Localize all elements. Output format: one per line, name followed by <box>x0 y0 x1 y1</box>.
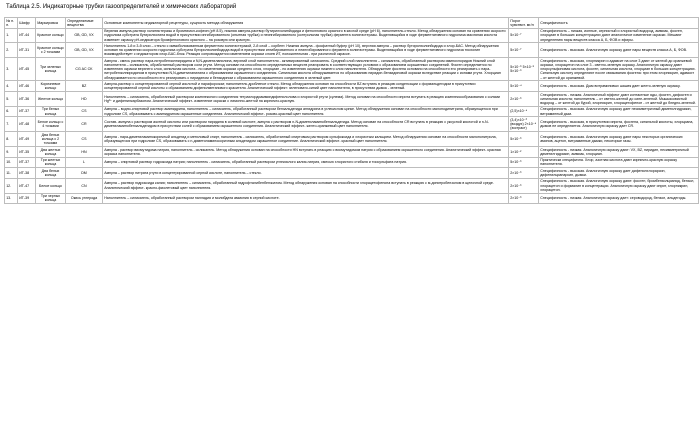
cell-marking: Белое кольцо с 4 точками <box>36 117 66 132</box>
cell-determined: GB, GD, VX <box>66 28 103 43</box>
cell-marking: Два белых кольца с 2 точками <box>36 132 66 147</box>
cell-num: 13. <box>5 193 18 204</box>
cell-num: 6. <box>5 106 18 117</box>
table-row <box>5 146 699 157</box>
cell-threshold: (3,4)×10⁻³ (воздух) 2×10⁻⁴ (экстракт) <box>509 117 539 132</box>
cell-specificity: Специфичность - высокая. Аналогичную окраску дает несимметричный диметилгидразин, витраминный дым. <box>539 106 699 117</box>
table-row <box>5 28 699 43</box>
cell-num: 5. <box>5 91 18 106</box>
cell-threshold: 2×10⁻³ <box>509 178 539 193</box>
cell-num: 1. <box>5 28 18 43</box>
cell-composition: Ампула – спиртовой раствор гидроксида натрия; наполнитель - силикагель, обработанный раствором углекислого калия-натрия, смесью хлористого стибаля и тиосульфата натрия. <box>103 157 509 168</box>
cell-composition: Ампула - смесь раствор пара-нитробензилпиридина и N,N-диметиланилина, верхний слой наполнителя - активированный силикагель. Средний слой наполнителя – силикагель, обработанный раствором иминохлоридов Нижний слой наполнителя – силикагель, обработанный раствором соли ртути. Метод основан на способности определяемых веществ реагировать в соответствующих условиях с образованием окрашенных соединений. Фосген определяется по изменению окраски верхнего слоя, синильная кислота - по изменению окраски среднего слоя, хлорциан - по изменению окраски нижнего слоя наполнителя. Обнаружение фосгена основано на способности его реагировать с пара-нитробензилпиридином в присутствии N,N-диметиланилина с образованием окрашенного соединения. Синильная кислота обнаруживается по образованию пиридин-бензидиновой окраски вследствие реакции с ионами ртути. Хлорциан обнаруживается по способности его реагировать с пиридином и бензидином с образованием окрашенного соединения в зеленый цвет. <box>103 58 509 81</box>
cell-code: ИТ-37 <box>18 157 36 168</box>
header-code: Шифр <box>18 18 36 29</box>
cell-code: ИТ-48 <box>18 117 36 132</box>
cell-composition: Ампула – водно-спиртовой раствор аминидрина, наполнитель – силикагель, обработанный раствором бензальдегида ангидрина в углекислом цинке. Метод обнаружения основан на способности малонодинитрила, образующегося при гидролизе CS, образовывать с аминидрином окрашенные соединения. Аналитический эффект- розово-красный цвет наполнителя. <box>103 106 509 117</box>
cell-specificity: Специфичность - низкая. Аналогичный эффект дают контактные яды, фосген, дифосген и синильная кислота; наполнитель – от светло-желтой до сине-зеленой. Мышьяковистый водород – от желтой до бурой, хлорпикрин, хлорацетофенон - от желтой до бледно-зеленой. <box>539 91 699 106</box>
table-row <box>5 43 699 58</box>
cell-determined: GB, GD, VX <box>66 43 103 58</box>
cell-marking: Три желтых кольца <box>36 157 66 168</box>
cell-marking: Красное кольцо с 2 точками <box>36 43 66 58</box>
cell-num: 10. <box>5 157 18 168</box>
cell-determined: Окись углерода <box>66 193 103 204</box>
cell-threshold: (2,5)×10⁻⁴ <box>509 106 539 117</box>
cell-marking: Белое кольцо <box>36 178 66 193</box>
cell-threshold: 2×10⁻³ <box>509 193 539 204</box>
cell-num: 2. <box>5 43 18 58</box>
cell-code: ИТ-49 <box>18 132 36 147</box>
cell-code: ИТ-39 <box>18 193 36 204</box>
cell-marking: Три черных кольца <box>36 193 66 204</box>
cell-composition: Ампула – раствор гидроксида калия; наполнитель – силикагель, обработанный гидрофталибенбензоатом. Метод обнаружения основан на способности хлорацетофенона вступать в реакцию с м-динитробензолом в щелочной среде. Аналитический эффект- красно-фиолетовый цвет наполнителя. <box>103 178 509 193</box>
table-row <box>5 193 699 204</box>
cell-code: ИТ-37 <box>18 106 36 117</box>
cell-marking: Красное кольцо <box>36 28 66 43</box>
cell-specificity: Специфичность - высокая, в присутствии иприта, фосгена, синильной кислоты, хлорциана, дымов не определяется. Аналогичную окраску дает CR. <box>539 117 699 132</box>
cell-composition: Наполнитель – силикагель, обработанный раствором комплексного соединения тетрахлордиамминдифенилолова и хлористой ртути (сулема). Метод основан на способности иприта вступать в реакцию комплексообразования с солями Hg²⁺ и дифенилкарбазоном. Аналитический эффект- изменение окраски с лимонно-желтой на кирпично-красную. <box>103 91 509 106</box>
cell-composition: Ампула - раствор висмутидома натрия, наполнитель - силикагель. Метод обнаружения основан на способности HN вступать в реакцию с висмутидомом натрия с образованием окрашенного соединения. Аналитический эффект- красная окраска наполнителя. <box>103 146 509 157</box>
table-row <box>5 81 699 92</box>
cell-determined: CS <box>66 132 103 147</box>
header-num: № п. п. <box>5 18 18 29</box>
table-row <box>5 117 699 132</box>
cell-threshold: 5×10⁻⁶ 5×10⁻⁵ 5×10⁻⁶ <box>509 58 539 81</box>
cell-composition: Ампула-раствор с концентрированной серной кислотой и парафорозом; наполнитель дробленое стекло. Метод обнаружения основан на способности BZ вступать в реакцию конденсации с формальдегидом в присутствии концентрированной серной кислоты с образованием дифенилметанового красителя. Аналитический эффект: зеленовато-синий цвет наполнителя, в присутствии дымок - зеленый. <box>103 81 509 92</box>
cell-determined: CS <box>66 106 103 117</box>
cell-num: 4. <box>5 81 18 92</box>
cell-code: ИТ-46 <box>18 81 36 92</box>
cell-marking: Желтое кольцо <box>36 91 66 106</box>
cell-threshold: 5×10⁻⁷ <box>509 28 539 43</box>
cell-code: ИТ-36 <box>18 91 36 106</box>
cell-code: ИТ-47 <box>18 178 36 193</box>
cell-determined: CN <box>66 178 103 193</box>
cell-determined: BZ <box>66 81 103 92</box>
indicator-tubes-table <box>4 17 699 204</box>
cell-threshold: 5×10⁻³ <box>509 132 539 147</box>
cell-composition: Состав- ампула с раствором азотной кислоты или раствором пиридина в солевой кислоте, ампула с раствором n-N-диметиламинобензальдегида. Метод основан на способности CR вступать в реакцию с уксусной кислотой и n-N-диметиламинобензальдегидом в присутствии солей с образованием окрашенного соединения. Аналитический эффект- желто-оранжевый цвет наполнителя. <box>103 117 509 132</box>
cell-specificity: Специфичность - низкая. Аналогичную окраску дают: VX, BZ, пиридин, несимметричный диметилгидразин, аммиак, хлорциан. <box>539 146 699 157</box>
cell-code: ИТ-45 <box>18 58 36 81</box>
cell-determined: CG AC CK <box>66 58 103 81</box>
header-determined: Определяемые вещества <box>66 18 103 29</box>
cell-num: 9. <box>5 146 18 157</box>
cell-specificity: Специфичность - высокая. Аналогичную окраску дают пары некоторых органических аминов, ацетон, витраминные дымки, некоторые газы. <box>539 132 699 147</box>
header-marking: Маркировка <box>36 18 66 29</box>
cell-code: ИТ-44 <box>18 28 36 43</box>
cell-threshold: 5×10⁻⁴ <box>509 81 539 92</box>
cell-composition: Ампула - пара-диметиламинокоричный альдегид и метиловый спирт, наполнитель - силикагель, обработанный спиртовым раствором сульфоксида и хлористым кальцием. Метод обнаружения основан на способности малононитрила, образующегося при гидролизе CS, образовывать с n-диметиламинокоричным альдегидом окрашенное соединение. Аналитический эффект- красный цвет наполнителя. <box>103 132 509 147</box>
cell-threshold: 2×10⁻³ <box>509 168 539 179</box>
cell-determined: DM <box>66 168 103 179</box>
cell-composition: Верхняя ампула-раствор холинэстеразы и бромтимол-кофеин (pH 8.5), нижняя ампула-раствор бутирилхолинйодида и феноллового красного в кислой среде (pH 6), наполнитель-стекло. Метод обнаружения основан на сравнении скорости гидролиза субстрата бутирилхолина водой в присутствии ингибированного (опытная трубка) и неингибированного (контрольная трубка) фермента холинэстеразы. Выделяющийся в ходе ферментативного гидролиза масляная кислота изменяет окраску pH-индикатора бромфенолового красного – на розовую или красную. <box>103 28 509 43</box>
table-row <box>5 178 699 193</box>
cell-threshold: 2×10⁻³ <box>509 91 539 106</box>
table-row <box>5 132 699 147</box>
cell-threshold: 5×10⁻³ <box>509 157 539 168</box>
table-row <box>5 58 699 81</box>
cell-marking: Три зеленых кольца <box>36 58 66 81</box>
table-row <box>5 168 699 179</box>
cell-specificity: Практически специфична. Хлор, азотная кислота дают кирпично-красную окраску наполнителя. <box>539 157 699 168</box>
cell-code: ИТ-31 <box>18 43 36 58</box>
cell-determined: L <box>66 157 103 168</box>
cell-code: ИТ-38 <box>18 168 36 179</box>
cell-composition: Наполнитель 1-й и 3-й слои – стекло с иммобилизованным ферментом холинэстеразой, 2-й слой – сорбент. Нижняя ампула - фосфатный буфер (pH 10), верхняя ампула – раствор бутирилхолинйодида и хлор-БАС. Метод обнаружения основан на сравнении скорости гидролиза субстрата бутирилхолинйодида водой в присутствии ингибированного и неингибированного фермента холинэстеразы. Выделяющийся в ходе ферментативного гидролиза тиохолин взаимодействует с индикатором хлор-БАС-блок. Реакция сопровождается изменением окраски слоев ИТ, положительная - при различной окраске. <box>103 43 509 58</box>
cell-composition: Наполнитель – силикагель, обработанный раствором палладия и молибдата аммония в серной кислоте. <box>103 193 509 204</box>
header-threshold: Порог чувствит. мг/л <box>509 18 539 29</box>
header-specificity: Специфичность <box>539 18 699 29</box>
cell-num: 7. <box>5 117 18 132</box>
cell-specificity: Специфичность - высокая. Аналогичную окраску дают: фосген, бромбензилцианид, бензол, хлорацетон и формалин в концентрации. Аналогичную окраску дают иприт, хлорпикрин, хлорацетон. <box>539 178 699 193</box>
cell-marking: Два желтых кольца <box>36 146 66 157</box>
table-row <box>5 91 699 106</box>
table-row <box>5 157 699 168</box>
cell-num: 11. <box>5 168 18 179</box>
cell-specificity: Специфичность - высокая. Аналогичную окраску дают пары веществ класса А, Б, ФОВ. <box>539 43 699 58</box>
header-composition: Основные компоненты индикаторной рецептуры, сущность метода обнаружения <box>103 18 509 29</box>
table-caption: Таблица 2.5. Индикаторные трубки газоопределителей и химических лабораторий <box>6 4 237 10</box>
cell-threshold: 1×10⁻² <box>509 146 539 157</box>
cell-code: ИТ-35 <box>18 146 36 157</box>
cell-determined: HN <box>66 146 103 157</box>
cell-specificity: Специфичность - высокая, хлорпикрин и адамсит на слое 3 дают от желтой до оранжевой окраски, хлорацетон на слое 3 - светло-зеленую окраску. Аналогичную окраску дают хлорсульфоновая кислота, фосген, синильная кислота, хлорциан в больших концентрациях. Синильную кислоту определяют после связывания фосгена: при этом хлорпикрин, адамсит – от желтой до оранжевой. <box>539 58 699 81</box>
cell-specificity: Специфичность - низкая. Аналогичную окраску дает: сероводород, бензол, альдегиды. <box>539 193 699 204</box>
cell-specificity: Специфичность - высокая. Аналогичную окраску дает дифенилхлорарсин, дифенилцианарсин, дымки. <box>539 168 699 179</box>
cell-determined: HD <box>66 91 103 106</box>
cell-marking: Три белых кольца <box>36 106 66 117</box>
cell-threshold: 5×10⁻⁷ <box>509 43 539 58</box>
cell-num: 8. <box>5 132 18 147</box>
cell-num: 12. <box>5 178 18 193</box>
cell-specificity: Специфичность – низкая, ионные, сернистый и хлористый водород, аммиак, фосген, хлорциан в больших концентрациях дают аналогичное изменение окраски. Мешают определению пары веществ класса А, Б, ФОВ и эфиры. <box>539 28 699 43</box>
table-row <box>5 106 699 117</box>
cell-specificity: Специфичность - высокая. Дым витраминовых шашек дает желто-зеленую окраску. <box>539 81 699 92</box>
cell-composition: Ампула – раствор нитрата ртути в концентрированной серной кислоте, наполнитель – стекло. <box>103 168 509 179</box>
cell-marking: Коричневое кольцо <box>36 81 66 92</box>
table-header-row <box>5 18 699 29</box>
cell-determined: CR <box>66 117 103 132</box>
cell-num: 3. <box>5 58 18 81</box>
cell-marking: Два белых кольца <box>36 168 66 179</box>
